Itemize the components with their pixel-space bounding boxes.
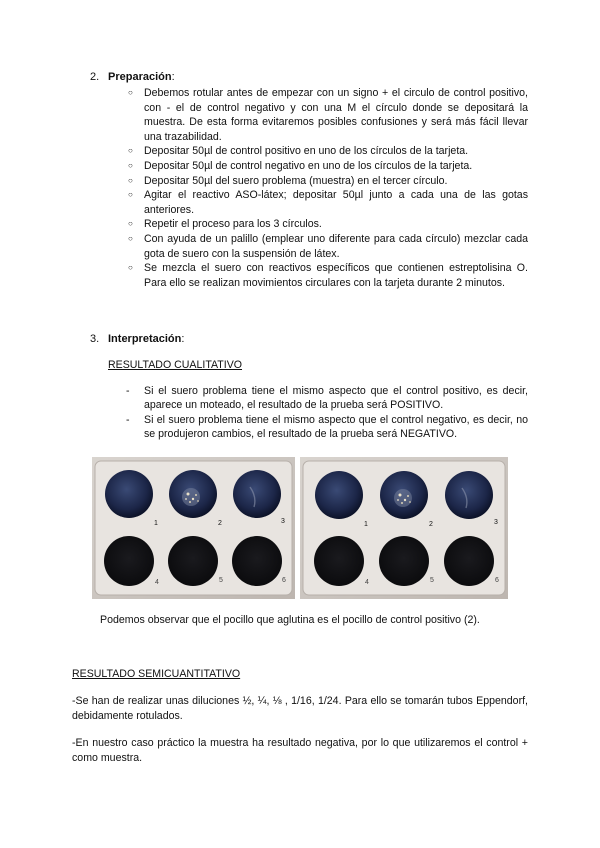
list-item: ○ Depositar 50µl del suero problema (muestra) en el tercer círculo. (128, 174, 528, 189)
photo-caption: Podemos observar que el pocillo que aglutina es el pocillo de control positivo (2). (100, 614, 480, 626)
well-label: 3 (494, 519, 498, 526)
agglutination-card-photo-1 (92, 457, 295, 599)
well-label: 6 (282, 577, 286, 584)
list-item: ○ Debemos rotular antes de empezar con un signo + el circulo de control positivo, con - el de control negativo y con una M el círculo donde se depositará la muestra. De esta forma evitaremos posibles confusiones y será más fácil llevar una trazabilidad. (128, 86, 528, 144)
semiquantitative-paragraph-2: -En nuestro caso práctico la muestra ha resultado negativa, por lo que utilizaremos el control + como muestra. (72, 737, 528, 764)
semiquantitative-paragraph-1: -Se han de realizar unas diluciones ½, ¼, ⅛ , 1/16, 1/24. Para ello se tomarán tubos Eppendorf, debidamente rotulados. (72, 695, 528, 722)
section-2-heading (90, 71, 175, 83)
agglutination-card-photo-2 (300, 457, 508, 599)
section-2-colon: : (171, 71, 175, 83)
section-3-number: 3. (90, 333, 100, 345)
list-item: - Si el suero problema tiene el mismo aspecto que el control positivo, es decir, aparece un moteado, el resultado de la prueba será POSITIVO. (126, 384, 528, 413)
qualitative-title: RESULTADO CUALITATIVO (108, 359, 243, 371)
section-3-colon: : (181, 333, 185, 345)
section-2-number: 2. (90, 71, 100, 83)
semiquantitative-title: RESULTADO SEMICUANTITATIVO (72, 668, 241, 680)
well-label: 5 (430, 577, 434, 584)
well-label: 4 (365, 579, 369, 586)
list-item: ○ Con ayuda de un palillo (emplear uno diferente para cada círculo) mezclar cada gota de suero con la suspensión de látex. (128, 232, 528, 261)
list-item: ○ Se mezcla el suero con reactivos específicos que contienen estreptolisina O. Para ello se realizan movimientos circulares con la tarjeta durante 2 minutos. (128, 261, 528, 290)
well-label: 5 (219, 577, 223, 584)
well-label: 2 (218, 520, 222, 527)
well-label: 2 (429, 521, 433, 528)
well-label: 4 (155, 579, 159, 586)
list-item: ○ Depositar 50µl de control positivo en uno de los círculos de la tarjeta. (128, 144, 528, 159)
list-item: ○ Agitar el reactivo ASO-látex; depositar 50µl junto a cada una de las gotas anteriores. (128, 188, 528, 217)
list-item: ○ Depositar 50µl de control negativo en uno de los círculos de la tarjeta. (128, 159, 528, 174)
well-label: 1 (154, 520, 158, 527)
well-label: 3 (281, 518, 285, 525)
preparation-list (128, 86, 528, 290)
section-3-title: Interpretación (108, 333, 182, 345)
section-2-title: Preparación (108, 71, 172, 83)
well-label: 6 (495, 577, 499, 584)
list-item: ○ Repetir el proceso para los 3 círculos. (128, 217, 528, 232)
list-item: - Si el suero problema tiene el mismo aspecto que el control negativo, es decir, no se produjeron cambios, el resultado de la prueba será NEGATIVO. (126, 413, 528, 442)
well-label: 1 (364, 521, 368, 528)
section-3-heading (90, 333, 184, 345)
qualitative-list (126, 384, 528, 442)
